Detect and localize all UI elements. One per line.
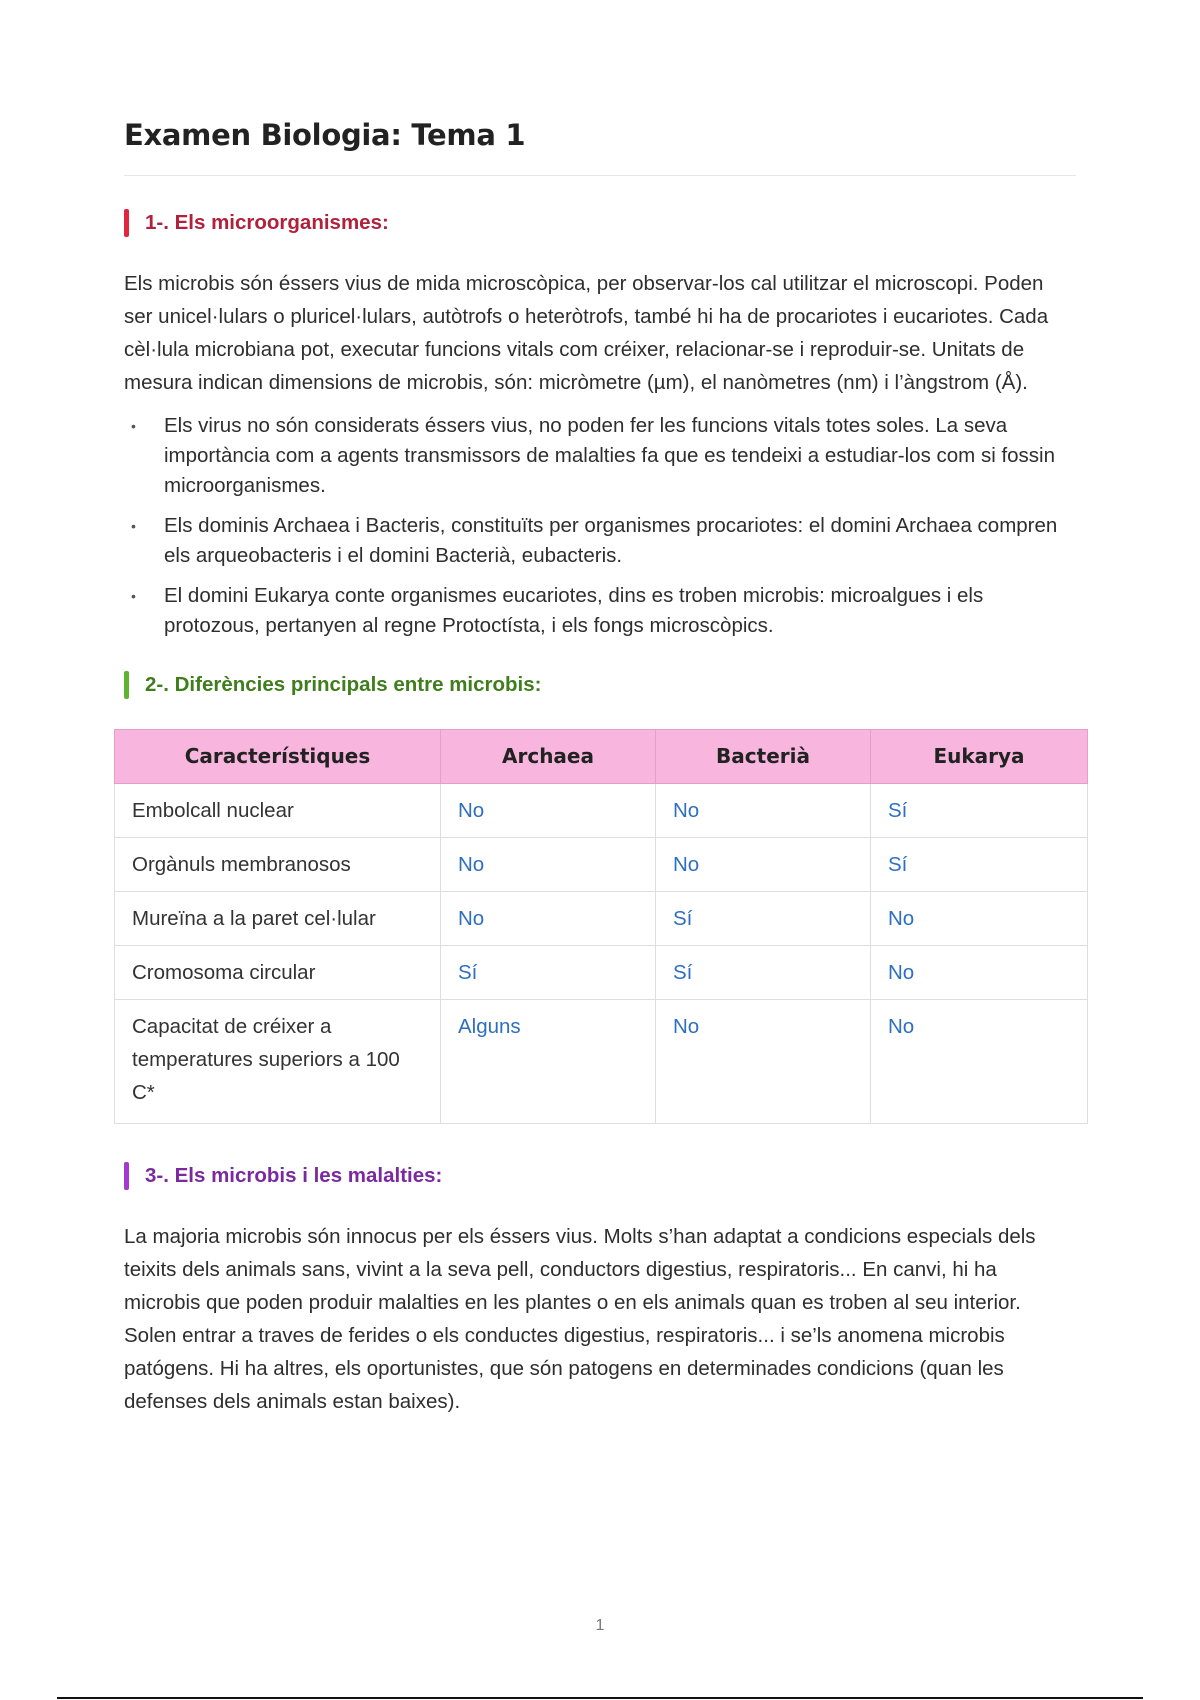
table-header-row: [115, 729, 1088, 783]
section3-paragraph: La majoria microbis són innocus per els éssers vius. Molts s’han adaptat a condicions especials dels teixits dels animals sans, vivint a la seva pell, conductors digestius, respiratoris... En canvi, hi ha microbis que poden produir malalties en les plantes o en els animals quan es troben al seu interior. Solen entrar a traves de ferides o els conductes digestius, respiratoris... i se’ls anomena microbis patógens. Hi ha altres, els oportunistes, que són patogens en determinades condicions (quan les defenses dels animals estan baixes).: [124, 1224, 1036, 1413]
list-item: [124, 581, 1076, 641]
table-cell: Sí: [871, 783, 1088, 837]
section-heading-microorganisms: [124, 209, 1076, 237]
section-heading-text: 1-. Els microorganismes:: [145, 210, 389, 234]
section-accent-bar: [124, 1162, 129, 1190]
section-heading-differences: [124, 671, 1076, 699]
table-cell: Sí: [656, 945, 871, 999]
column-header: Bacterià: [656, 729, 871, 783]
section-heading-text: 3-. Els microbis i les malalties:: [145, 1163, 443, 1187]
bullet-icon: •: [131, 417, 136, 434]
page-number: 1: [595, 1617, 605, 1634]
section-heading-text: 2-. Diferències principals entre microbis:: [145, 672, 542, 696]
list-item: [124, 411, 1076, 501]
table-cell: No: [441, 891, 656, 945]
table-row: [115, 783, 1088, 837]
table-row: [115, 945, 1088, 999]
list-item-text: El domini Eukarya conte organismes eucariotes, dins es troben microbis: microalgues i els protozous, pertanyen al regne Protoctísta, i els fongs microscòpics.: [164, 583, 984, 637]
column-header: Eukarya: [871, 729, 1088, 783]
bullet-icon: •: [131, 517, 136, 534]
table-row: [115, 999, 1088, 1123]
table-cell: No: [656, 783, 871, 837]
section-heading-diseases: [124, 1162, 1076, 1190]
table-cell: No: [656, 837, 871, 891]
row-label-cell: Mureïna a la paret cel·lular: [115, 891, 441, 945]
table-cell: No: [441, 837, 656, 891]
table-cell: No: [656, 999, 871, 1123]
row-label-cell: Capacitat de créixer a temperatures superiors a 100 C*: [115, 999, 441, 1123]
table-row: [115, 891, 1088, 945]
section-accent-bar: [124, 671, 129, 699]
section-accent-bar: [124, 209, 129, 237]
section1-paragraph: Els microbis són éssers vius de mida microscòpica, per observar-los cal utilitzar el microscopi. Poden ser unicel·lulars o pluricel·lulars, autòtrofs o heteròtrofs, també hi ha de procariotes i eucariotes. Cada cèl·lula microbiana pot, executar funcions vitals com créixer, relacionar-se i reproduir-se. Unitats de mesura indican dimensions de microbis, són: micròmetre (µm), el nanòmetres (nm) i l’àngstrom (Å).: [124, 271, 1049, 394]
title-divider: [124, 175, 1076, 176]
list-item-text: Els dominis Archaea i Bacteris, constituïts per organismes procariotes: el domini Archaea compren els arqueobacteris i el domini Bacterià, eubacteris.: [164, 513, 1058, 567]
section1-bullet-list: [124, 411, 1076, 641]
table-cell: No: [871, 891, 1088, 945]
row-label-cell: Embolcall nuclear: [115, 783, 441, 837]
table-cell: Alguns: [441, 999, 656, 1123]
list-item-text: Els virus no són considerats éssers vius, no poden fer les funcions vitals totes soles. La seva importància com a agents transmissors de malalties fa que es tendeixi a estudiar-los com si fossin microorganismes.: [164, 413, 1056, 497]
document-page: [124, 118, 1076, 1418]
table-cell: No: [871, 999, 1088, 1123]
table-row: [115, 837, 1088, 891]
footer-divider: [57, 1697, 1143, 1699]
column-header: Característiques: [115, 729, 441, 783]
table-cell: No: [871, 945, 1088, 999]
document-title: Examen Biologia: Tema 1: [124, 118, 526, 152]
table-cell: No: [441, 783, 656, 837]
table-cell: Sí: [656, 891, 871, 945]
bullet-icon: •: [131, 587, 136, 604]
row-label-cell: Orgànuls membranosos: [115, 837, 441, 891]
list-item: [124, 511, 1076, 571]
column-header: Archaea: [441, 729, 656, 783]
row-label-cell: Cromosoma circular: [115, 945, 441, 999]
table-cell: Sí: [871, 837, 1088, 891]
comparison-table: [114, 729, 1088, 1124]
table-cell: Sí: [441, 945, 656, 999]
